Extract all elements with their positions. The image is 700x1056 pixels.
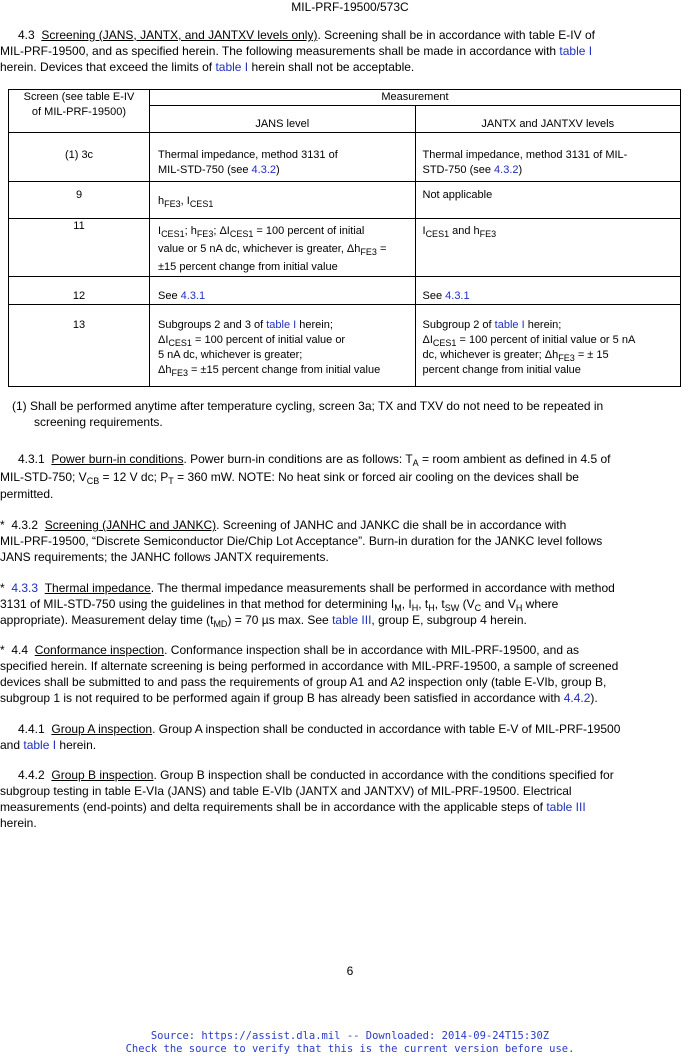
section-4-3-1: 4.3.1 Power burn-in conditions. Power burn-in conditions are as follows: $T_A$ = room ambient as defined in 4.5 of MIL-STD-750; $V_{CB} = 12$ V dc; $P_T = 360$ mW. NOTE: No heat sink or forced air cooling on the devices shall be permitted. — [0, 452, 611, 501]
jantx-cell: Thermal impedance, method 3131 of MIL- STD-750 (see 4.3.2) — [415, 133, 681, 182]
section-4-4-title: Conformance inspection — [34, 643, 165, 657]
table-footnote: (1) Shall be performed anytime after temperature cycling, screen 3a; TX and TXV do not need to be repeated in screening requirements. — [12, 399, 604, 429]
section-4-3-2-link[interactable]: 4.3.2 — [494, 164, 519, 176]
source-footer-line2: Check the source to verify that this is the current version before use. — [125, 1043, 575, 1055]
section-4-3-3-number: 4.3.3 — [11, 581, 39, 595]
jantx-cell: $I_{CES1}$ and $h_{FE3}$ — [415, 219, 681, 277]
section-4-3-1-link[interactable]: 4.3.1 — [445, 290, 470, 302]
table-row — [9, 305, 681, 387]
jans-cell: $I_{CES1}$; $h_{FE3}$; $\Delta I_{CES1} = 100$ percent of initial value or 5 nA dc, whichever is greater, $\Delta h_{FE3}$ = ±15 percent change from initial value — [150, 219, 416, 277]
section-4-4-2-title: Group B inspection — [51, 768, 154, 782]
section-4-3-1-title: Power burn-in conditions — [51, 452, 184, 466]
section-4-4-2: 4.4.2 Group B inspection. Group B inspection shall be conducted in accordance with the conditions specified for subgroup testing in table E-VIa (JANS) and table E-VIb (JANTX and JANTXV) of MIL-PRF-19500. Electrical measurements (end-points) and delta requirements shall be in accordance with the applicable steps of table III herein. — [0, 768, 614, 830]
table-iii-link[interactable]: table III — [546, 800, 586, 814]
screen-column-header: Screen (see table E-IV of MIL-PRF-19500) — [9, 90, 150, 133]
screen-cell: (1) 3c — [9, 133, 150, 182]
jans-cell: Thermal impedance, method 3131 of MIL-STD-750 (see 4.3.2) — [150, 133, 416, 182]
table-i-link[interactable]: table I — [559, 44, 593, 58]
source-footer-line1: Source: https://assist.dla.mil -- Downloaded: 2014-09-24T15:30Z — [150, 1030, 550, 1042]
screen-cell: 12 — [9, 277, 150, 305]
table-row — [9, 182, 681, 219]
section-4-4-1-title: Group A inspection — [51, 722, 153, 736]
section-4-4-2-link[interactable]: 4.4.2 — [563, 691, 591, 705]
section-4-3-2-title: Screening (JANHC and JANKC) — [44, 518, 217, 532]
jans-level-header: JANS level — [150, 106, 416, 133]
screening-table — [8, 89, 681, 387]
section-4-3-3-title: Thermal impedance — [44, 581, 151, 595]
table-row — [9, 219, 681, 277]
section-4-3-1-link[interactable]: 4.3.1 — [180, 290, 206, 302]
jans-cell: Subgroups 2 and 3 of table I herein; $\Delta I_{CES1} = 100$ percent of initial value or 5 nA dc, whichever is greater; $\Delta h_{FE3} = \pm 15$ percent change from initial value — [150, 305, 416, 387]
jantx-cell: Not applicable — [415, 182, 681, 219]
table-iii-link[interactable]: table III — [332, 613, 372, 627]
section-4-4: * 4.4 Conformance inspection. Conformance inspection shall be in accordance with MIL-PRF-19500, and as specified herein. If alternate screening is being performed in accordance with MIL-PRF-19500, a sample of screened devices shall be submitted to and pass the requirements of group A1 and A2 inspection only (table E-VIb, group B, subgroup 1 is not required to be performed again if group B has already been satisfied in accordance with 4.4.2). — [0, 643, 619, 705]
section-4-3-2: * 4.3.2 Screening (JANHC and JANKC). Screening of JANHC and JANKC die shall be in accordance with MIL-PRF-19500, “Discrete Semiconductor Die/Chip Lot Acceptance”. Burn-in duration for the JANKC level follows JANS requirements; the JANHC follows JANTX requirements. — [0, 518, 603, 564]
jantx-levels-header: JANTX and JANTXV levels — [415, 106, 681, 133]
table-row — [9, 277, 681, 305]
section-4-3-title: Screening (JANS, JANTX, and JANTXV levels only) — [41, 28, 318, 42]
screen-cell: 11 — [9, 219, 150, 277]
section-4-3-3: * 4.3.3 Thermal impedance. The thermal impedance measurements shall be performed in accordance with method 3131 of MIL-STD-750 using the guidelines in that method for determining $I_M$, $I_H$, $t_H$, $t_{SW}$ ($V_C$ and $V_H$ where appropriate). Measurement delay time $(t_{MD}) = 70$ µs max. See table III, group E, subgroup 4 herein. — [0, 581, 615, 629]
table-i-link[interactable]: table I — [266, 319, 297, 331]
section-4-3 — [0, 27, 698, 75]
page-number: 6 — [346, 964, 354, 978]
table-i-link[interactable]: table I — [494, 319, 525, 331]
section-4-3-line1: 4.3 Screening (JANS, JANTX, and JANTXV levels only). Screening shall be in accordance with table E-IV of — [18, 28, 595, 42]
section-4-4-1: 4.4.1 Group A inspection. Group A inspection shall be conducted in accordance with table E-V of MIL-PRF-19500 and table I herein. — [0, 722, 621, 752]
table-i-link[interactable]: table I — [23, 738, 57, 752]
screen-cell: 13 — [9, 305, 150, 387]
section-4-3-2-link[interactable]: 4.3.2 — [251, 164, 276, 176]
screen-cell: 9 — [9, 182, 150, 219]
jans-cell: $h_{FE3}$, $I_{CES1}$ — [150, 182, 416, 219]
jantx-cell: See 4.3.1 — [415, 277, 681, 305]
table-i-link[interactable]: table I — [215, 60, 249, 74]
section-4-3-line3: herein. Devices that exceed the limits of table I herein shall not be acceptable. — [0, 60, 415, 74]
document-id-header: MIL-PRF-19500/573C — [291, 0, 409, 14]
jans-cell: See 4.3.1 — [150, 277, 416, 305]
section-4-3-line2: MIL-PRF-19500, and as specified herein. The following measurements shall be made in accordance with table I — [0, 44, 593, 58]
measurement-header: Measurement — [150, 90, 681, 106]
jantx-cell: Subgroup 2 of table I herein; $\Delta I_{CES1} = 100$ percent of initial value or 5 nA dc, whichever is greater; $\Delta h_{FE3}$ = ± 15 percent change from initial value — [415, 305, 681, 387]
table-row — [9, 133, 681, 182]
